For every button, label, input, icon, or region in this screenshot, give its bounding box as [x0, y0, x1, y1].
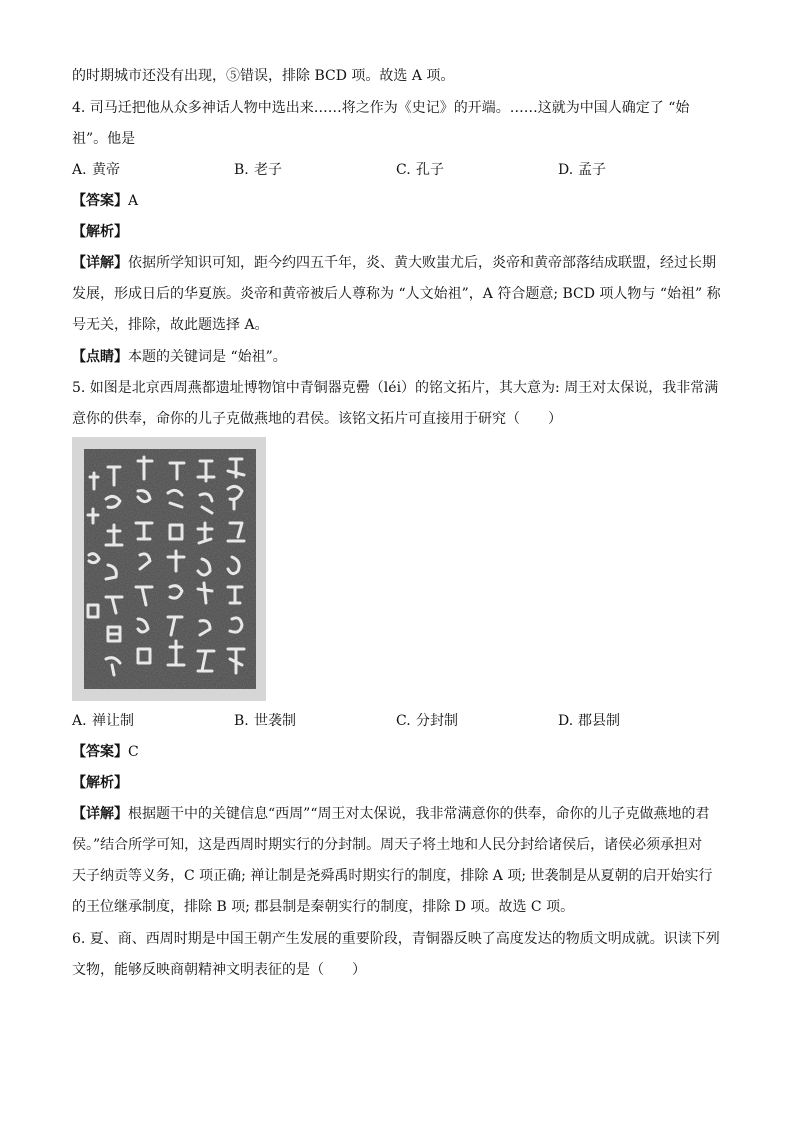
question-4-stem-line-1: 4. 司马迁把他从众多神话人物中选出来……将之作为《史记》的开端。……这就为中国人确定了 “始 [72, 100, 690, 116]
bronze-inscription-rubbing-image [72, 437, 266, 701]
question-4-choices [72, 160, 732, 180]
question-5-detail-line-4: 的王位继承制度，排除 B 项; 郡县制是秦朝实行的制度，排除 D 项。故选 C 项。 [72, 899, 575, 915]
question-5-choice-c[interactable]: C. 分封制 [396, 713, 458, 729]
question-4-answer: 【答案】A [72, 193, 139, 209]
question-6-stem-line-1: 6. 夏、商、西周时期是中国王朝产生发展的重要阶段，青铜器反映了高度发达的物质文明成就。识读下列 [72, 931, 720, 947]
question-5-detail-line-1: 【详解】根据题干中的关键信息“西周”“周王对太保说，我非常满意你的供奉，命你的儿子克做燕地的君 [72, 806, 710, 822]
question-4-tip: 【点睛】本题的关键词是 “始祖”。 [72, 349, 287, 365]
question-4-analysis-heading: 【解析】 [72, 224, 128, 240]
question-5-stem-line-2: 意你的供奉，命你的儿子克做燕地的君侯。该铭文拓片可直接用于研究（ ） [72, 411, 562, 427]
question-4-choice-a[interactable]: A. 黄帝 [72, 162, 120, 178]
question-5-detail-line-3: 天子纳贡等义务，C 项正确; 禅让制是尧舜禹时期实行的制度，排除 A 项; 世袭制是从夏朝的启开始实行 [72, 868, 713, 884]
question-5-analysis-heading: 【解析】 [72, 775, 128, 791]
question-4-choice-d[interactable]: D. 孟子 [558, 162, 606, 178]
question-4-choice-b[interactable]: B. 老子 [234, 162, 282, 178]
question-4-choice-c[interactable]: C. 孔子 [396, 162, 444, 178]
paragraph-line: 的时期城市还没有出现，⑤错误，排除 BCD 项。故选 A 项。 [72, 68, 455, 84]
question-6-stem-line-2: 文物，能够反映商朝精神文明表征的是（ ） [72, 962, 366, 978]
question-5-choice-b[interactable]: B. 世袭制 [234, 713, 296, 729]
question-4-stem-line-2: 祖”。他是 [72, 131, 136, 147]
question-4-detail-line-2: 发展，形成日后的华夏族。炎帝和黄帝被后人尊称为 “人文始祖”，A 符合题意; BCD 项人物与 “始祖” 称 [72, 286, 721, 302]
rubbing-graphic [72, 437, 266, 701]
question-5-stem-line-1: 5. 如图是北京西周燕都遗址博物馆中青铜器克罍（léi）的铭文拓片，其大意为: 周王对太保说，我非常满 [72, 380, 719, 396]
question-4-detail-line-3: 号无关，排除，故此题选择 A。 [72, 317, 269, 333]
question-5-choices [72, 711, 732, 731]
question-5-detail-line-2: 侯。”结合所学可知，这是西周时期实行的分封制。周天子将土地和人民分封给诸侯后，诸侯必须承担对 [72, 837, 703, 853]
question-4-detail-line-1: 【详解】依据所学知识可知，距今约四五千年，炎、黄大败蚩尤后，炎帝和黄帝部落结成联盟，经过长期 [72, 255, 716, 271]
question-5-choice-d[interactable]: D. 郡县制 [558, 713, 620, 729]
question-5-answer: 【答案】C [72, 744, 139, 760]
question-5-choice-a[interactable]: A. 禅让制 [72, 713, 134, 729]
